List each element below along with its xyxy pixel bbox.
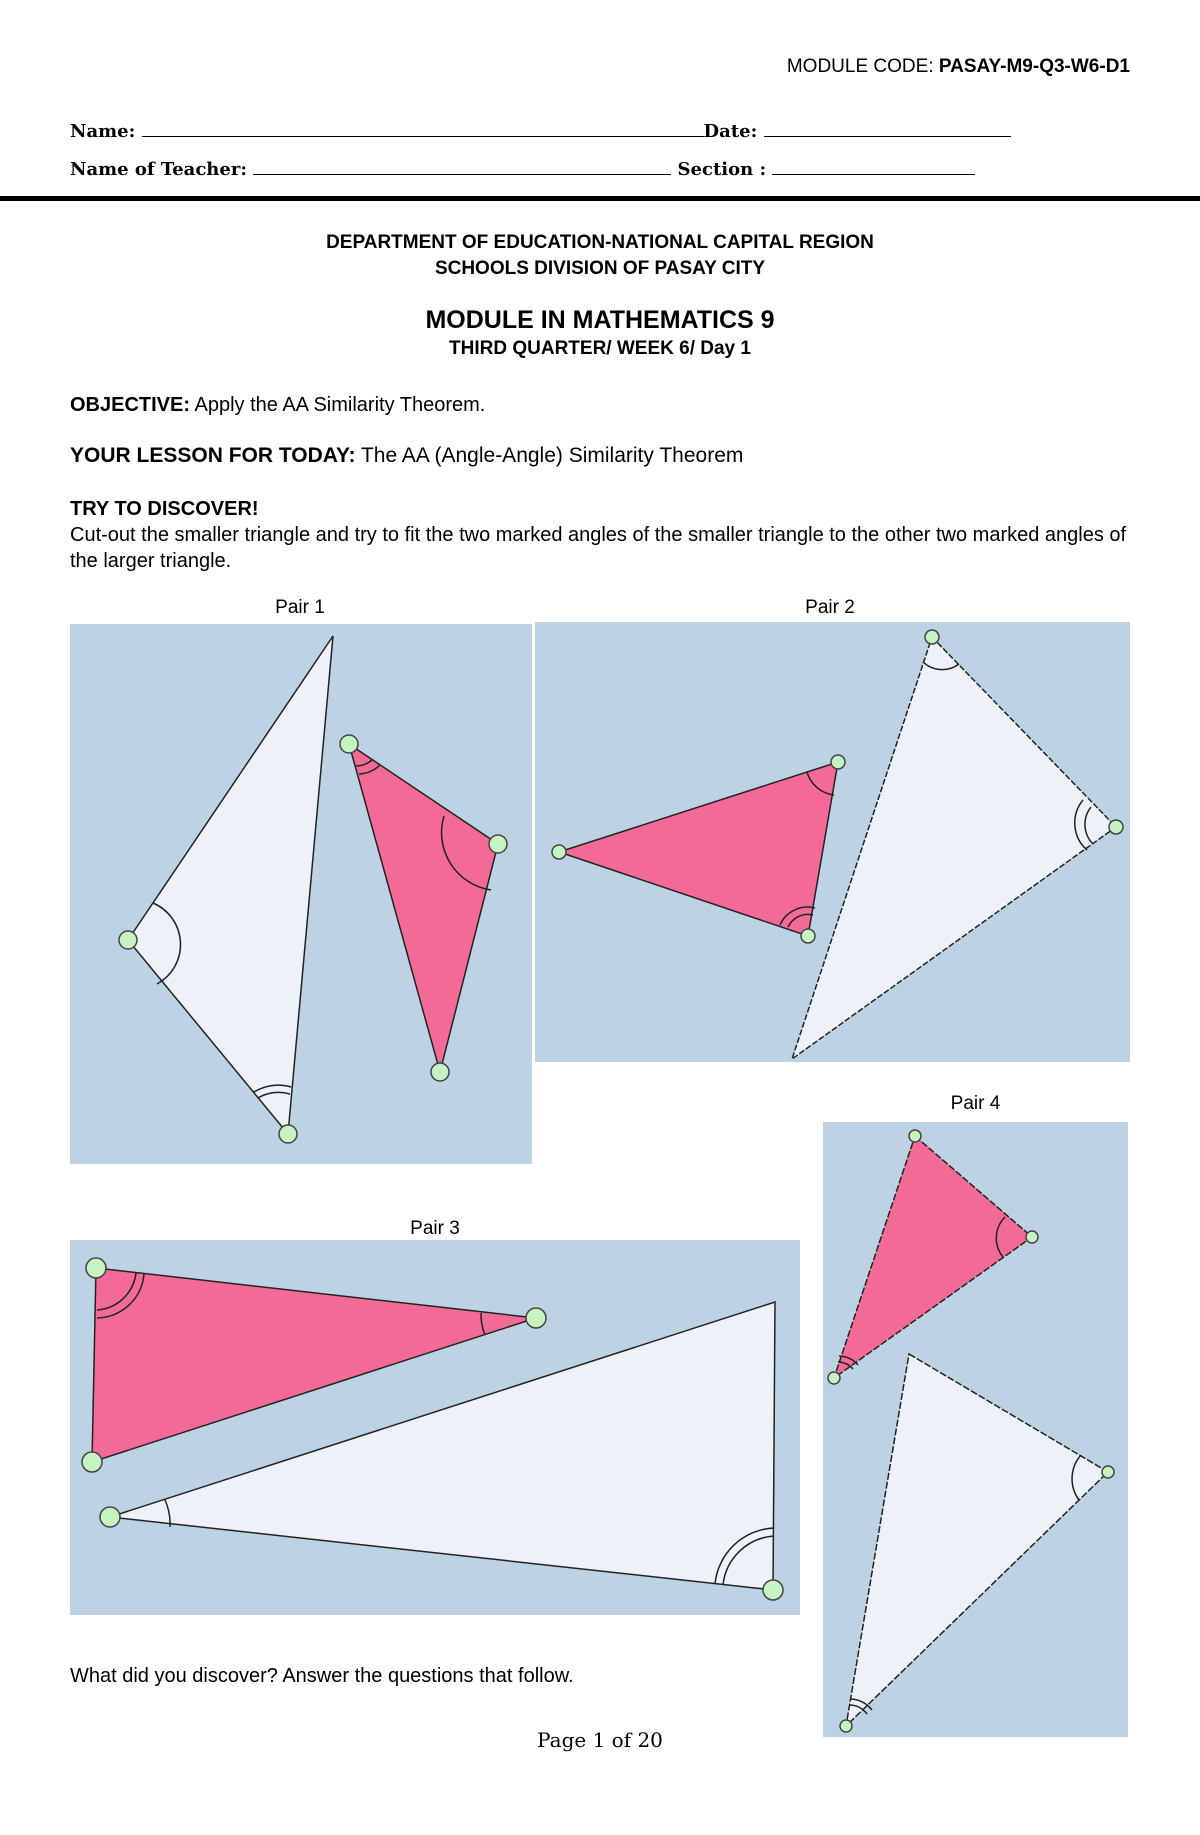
pair1-small-triangle — [349, 744, 498, 1072]
pair1-figure — [70, 624, 532, 1164]
pair4-vertex — [1102, 1466, 1114, 1478]
pair1-vertex — [279, 1125, 297, 1143]
lesson — [70, 443, 1130, 469]
pair4-label: Pair 4 — [950, 1093, 1001, 1114]
pair1-large-triangle — [128, 636, 333, 1134]
pair3-vertex — [82, 1452, 102, 1472]
pair1-vertex — [489, 835, 507, 853]
pair1-vertex — [340, 735, 358, 753]
pair2-panel — [535, 622, 1130, 1062]
question-prompt: What did you discover? Answer the questions that follow. — [70, 1665, 574, 1687]
pair3-vertex — [100, 1507, 120, 1527]
page-number: Page 1 of 20 — [537, 1728, 663, 1752]
pair4-vertex — [1026, 1231, 1038, 1243]
pair1-vertex — [431, 1063, 449, 1081]
objective-label: OBJECTIVE: — [70, 394, 191, 416]
teacher-field[interactable] — [253, 156, 671, 175]
pair4-figure — [823, 1122, 1128, 1737]
date-label: Date: — [703, 121, 758, 142]
pair2-vertex — [552, 845, 566, 859]
date-field[interactable] — [764, 118, 1011, 137]
module-code-label: MODULE CODE: — [786, 56, 939, 77]
module-code-value: PASAY-M9-Q3-W6-D1 — [938, 56, 1130, 77]
pair3-panel — [70, 1240, 800, 1615]
name-date-row — [70, 118, 1011, 142]
pair1-panel — [70, 624, 532, 1164]
pair3-label: Pair 3 — [410, 1218, 460, 1239]
pair2-figure — [535, 622, 1130, 1062]
division-title: SCHOOLS DIVISION OF PASAY CITY — [434, 258, 766, 279]
department-title: DEPARTMENT OF EDUCATION-NATIONAL CAPITAL REGION — [326, 232, 874, 253]
pair1-label: Pair 1 — [275, 597, 325, 618]
pair3-figure — [70, 1240, 800, 1615]
pair4-panel — [823, 1122, 1128, 1737]
lesson-label: YOUR LESSON FOR TODAY: — [70, 444, 356, 467]
pair2-large-triangle — [792, 637, 1116, 1059]
lesson-text: The AA (Angle-Angle) Similarity Theorem — [355, 444, 744, 467]
module-title: MODULE IN MATHEMATICS 9 — [425, 306, 775, 334]
pair2-vertex — [925, 630, 939, 644]
objective-text: Apply the AA Similarity Theorem. — [190, 394, 486, 416]
pair4-vertex — [828, 1372, 840, 1384]
pair2-vertex — [1109, 820, 1123, 834]
objective — [70, 392, 1130, 418]
pair2-label: Pair 2 — [805, 597, 855, 618]
module-code — [787, 56, 1130, 78]
name-label: Name: — [70, 121, 136, 142]
pair3-vertex — [86, 1258, 106, 1278]
section-field[interactable] — [772, 156, 975, 175]
discover-instruction: Cut-out the smaller triangle and try to fit the two marked angles of the smaller triangle to the other two marked angles of the larger triangle. — [70, 524, 1127, 572]
teacher-label: Name of Teacher: — [70, 159, 247, 180]
pair2-vertex — [831, 755, 845, 769]
discover-heading: TRY TO DISCOVER! — [70, 498, 259, 520]
pair3-vertex — [763, 1580, 783, 1600]
pair3-vertex — [526, 1308, 546, 1328]
pair2-vertex — [801, 929, 815, 943]
quarter-title: THIRD QUARTER/ WEEK 6/ Day 1 — [449, 338, 751, 359]
pair4-vertex — [909, 1130, 921, 1142]
section-label: Section : — [677, 159, 767, 180]
name-field[interactable] — [142, 118, 704, 137]
header-divider — [0, 196, 1200, 201]
teacher-section-row — [70, 156, 975, 180]
pair1-vertex — [119, 931, 137, 949]
